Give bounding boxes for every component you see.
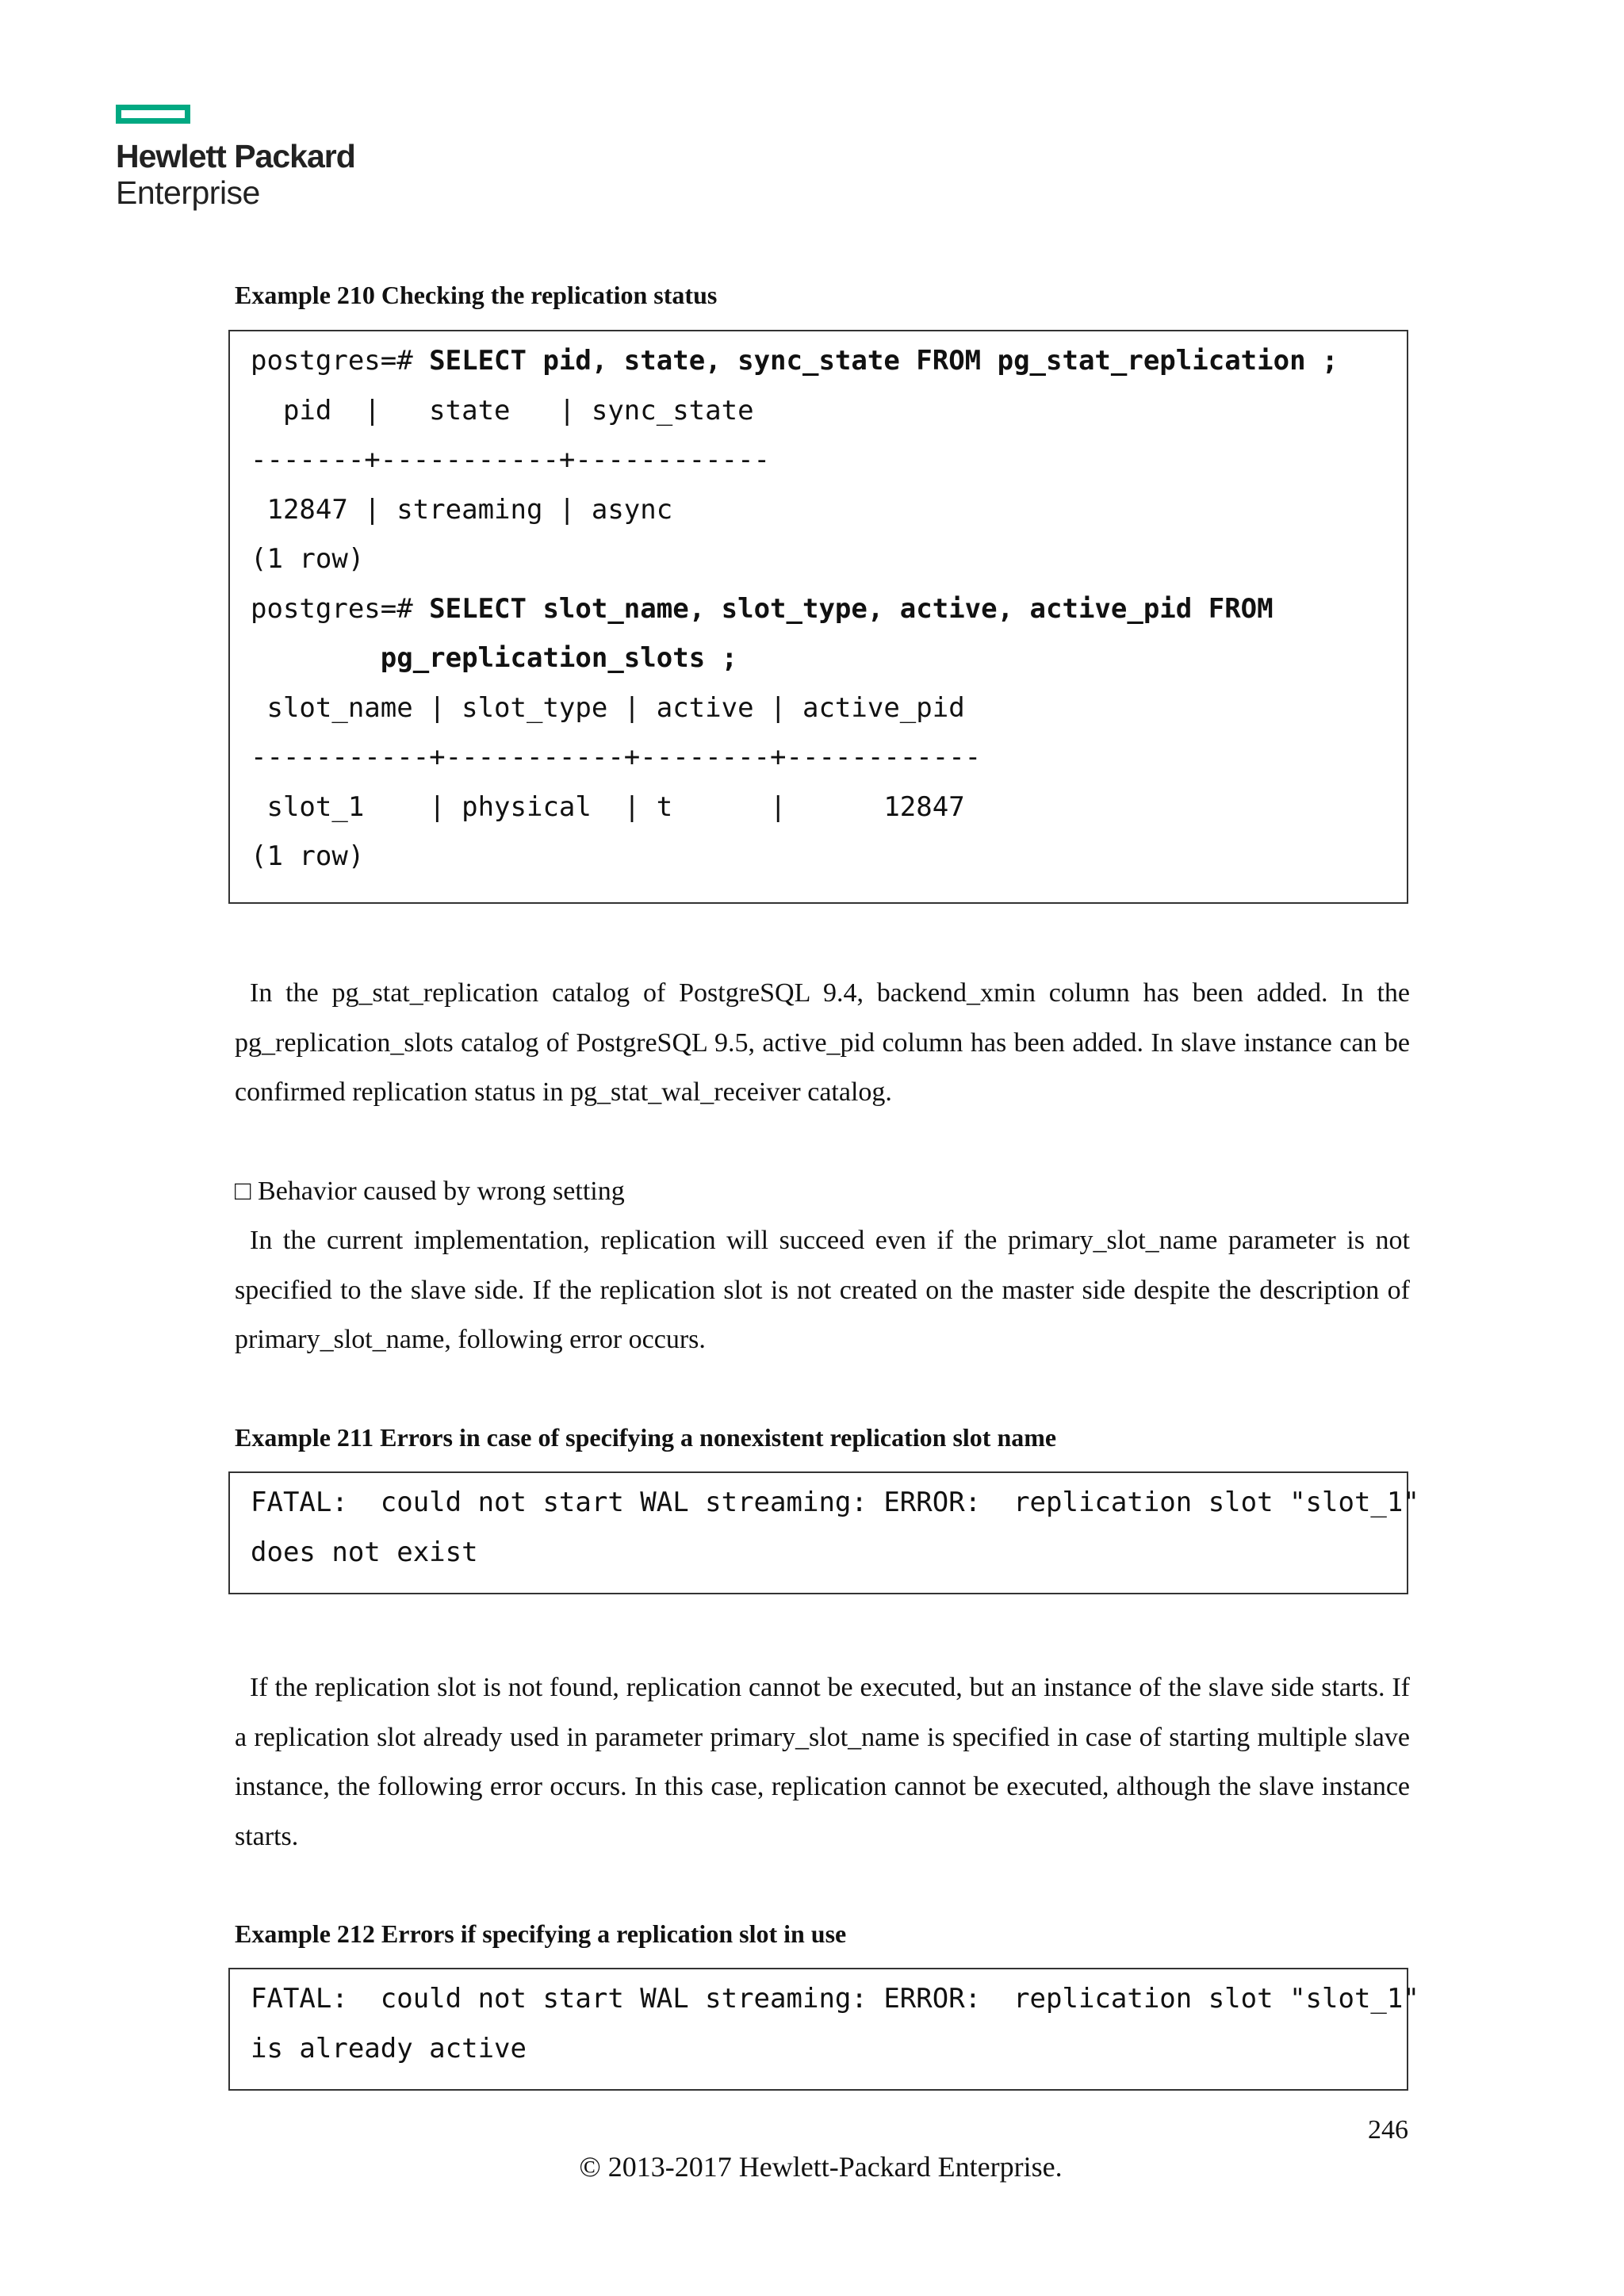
code-line-error-2-cont: is already active: [251, 2032, 527, 2064]
section-heading: □ Behavior caused by wrong setting: [235, 1177, 625, 1206]
paragraph-wrong-setting: In the current implementation, replication will succeed even if the primary_slot_name parameter is not specified to the slave side. If the replication slot is not created on the master side despite the description of primary_slot_name, following error occurs.: [235, 1226, 1410, 1354]
code-line-row-2: slot_1 | physical | t | 12847: [251, 790, 965, 823]
example-211-code-block: [228, 1471, 1419, 1594]
logo-text-line1: Hewlett Packard: [116, 138, 355, 174]
example-212-caption: Example 212 Errors if specifying a replication slot in use: [235, 1919, 847, 1948]
example-212-code-block: [228, 1968, 1419, 2091]
code-line-prompt-2-cont: pg_replication_slots ;: [380, 642, 738, 674]
code-line-separator-2: -----------+-----------+--------+------------: [251, 741, 982, 773]
code-line-prompt-2: postgres=# SELECT slot_name, slot_type, active, active_pid FROM: [251, 592, 1274, 625]
code-line-separator-1: -------+-----------+------------: [251, 444, 771, 476]
page-number: 246: [1368, 2115, 1408, 2145]
logo-mark: [116, 105, 190, 124]
example-210-caption: Example 210 Checking the replication status: [235, 281, 718, 309]
example-210-code-block: [228, 330, 1408, 904]
code-line-error-1-cont: does not exist: [251, 1536, 478, 1568]
company-logo: [116, 105, 370, 224]
code-line-error-2: FATAL: could not start WAL streaming: ERROR: replication slot "slot_1": [251, 1983, 1419, 2015]
logo-text-line2: Enterprise: [116, 174, 260, 211]
paragraph-slot-not-found: If the replication slot is not found, replication cannot be executed, but an instance of the slave side starts. If a replication slot already used in parameter primary_slot_name is specified in case of starting multiple slave instance, the following error occurs. In this case, replication cannot be executed, although the slave instance starts.: [235, 1673, 1410, 1851]
code-line-rowcount-2: (1 row): [251, 840, 365, 872]
code-line-error-1: FATAL: could not start WAL streaming: ERROR: replication slot "slot_1": [251, 1487, 1419, 1518]
example-211-caption: Example 211 Errors in case of specifying a nonexistent replication slot name: [235, 1423, 1057, 1452]
code-line-prompt-1: postgres=# SELECT pid, state, sync_state FROM pg_stat_replication ;: [251, 345, 1339, 377]
code-line-rowcount-1: (1 row): [251, 543, 365, 575]
paragraph-catalog-notes: In the pg_stat_replication catalog of PostgreSQL 9.4, backend_xmin column has been added. In the pg_replication_slots catalog of PostgreSQL 9.5, active_pid column has been added. In slave instance can be confirmed replication status in pg_stat_wal_receiver catalog.: [235, 978, 1410, 1107]
code-line-row-1: 12847 | streaming | async: [251, 493, 673, 526]
code-line-header-2: slot_name | slot_type | active | active_pid: [251, 691, 965, 724]
copyright-footer: © 2013-2017 Hewlett-Packard Enterprise.: [579, 2151, 1063, 2183]
code-line-header-1: pid | state | sync_state: [251, 394, 754, 427]
